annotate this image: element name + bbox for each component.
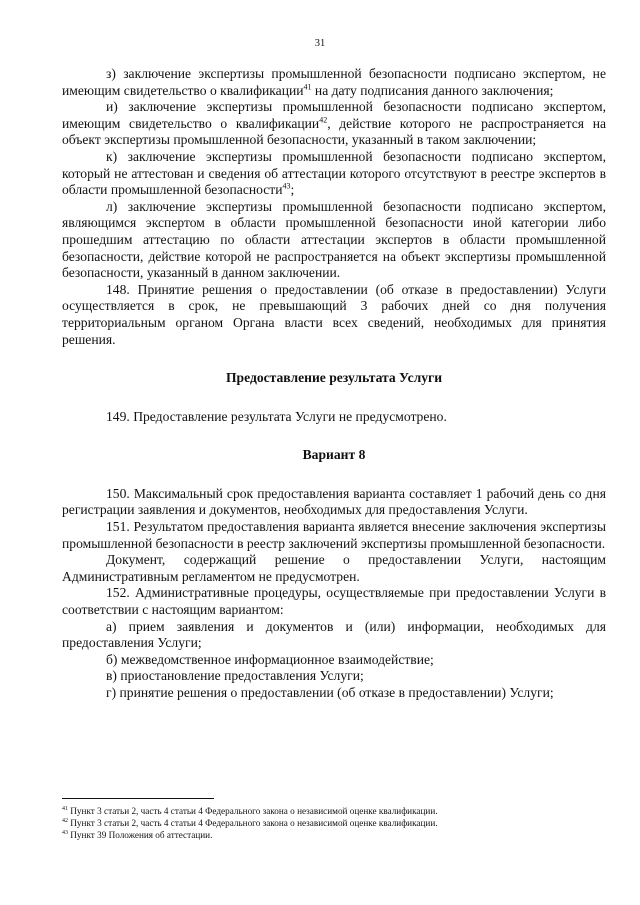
procedure-b: б) межведомственное информационное взаимодействие; [106,651,434,667]
paragraph-151: 151. Результатом предоставления варианта является внесение заключения экспертизы промышленной безопасности в реестр заключений экспертизы промышленной безопасности. [62,519,606,551]
footnotes [62,805,606,842]
footnote-42: $^{42}$ Пункт 3 статьи 2, часть 4 статьи 4 Федерального закона о независимой оценке квалификации. [62,818,438,829]
footnote-ref-41: 41 [303,82,312,92]
paragraph-152: 152. Административные процедуры, осуществляемые при предоставлении Услуги в соответствии с настоящим вариантом: [62,585,606,618]
footnote-ref-42: 42 [319,115,328,125]
procedure-g: г) принятие решения о предоставлении (об отказе в предоставлении) Услуги; [106,685,554,700]
heading-result: Предоставление результата Услуги [225,370,443,386]
item-z: з) заключение экспертизы промышленной безопасности подписано экспертом, не имеющим свидетельство о квалификации$^{41}$ на дату подписания данного заключения; [62,66,606,98]
page-number: 31 [314,38,326,49]
footnote-43: $^{43}$ Пункт 39 Положения об аттестации. [62,830,213,841]
document-body [62,66,606,702]
paragraph-148: 148. Принятие решения о предоставлении (об отказе в предоставлении) Услуги осуществляется в срок, не превышающий 3 рабочих дней со дня получения территориальным органом Органа власти всех сведений, необходимых для принятия решения. [62,281,606,347]
procedure-a: а) прием заявления и документов и (или) информации, необходимых для предоставления Услуги; [62,618,606,651]
footnote-41: $^{41}$ Пункт 3 статьи 2, часть 4 статьи 4 Федерального закона о независимой оценке квалификации. [62,805,438,816]
item-k: к) заключение экспертизы промышленной безопасности подписано экспертом, который не аттестован и сведения об аттестации которого отсутствуют в реестре экспертов в области промышленной безопасности$^{43}$; [62,148,606,198]
paragraph-151-document: Документ, содержащий решение о предоставлении Услуги, настоящим Административным регламентом не предусмотрен. [62,552,606,584]
item-l: л) заключение экспертизы промышленной безопасности подписано экспертом, являющимся экспертом в области промышленной безопасности иной категории либо прошедшим аттестацию по области аттестации экспертов в области промышленной безопасности, действие которой не распространяется на объект экспертизы промышленной безопасности, указанный в данном заключении. [62,198,606,281]
item-i: и) заключение экспертизы промышленной безопасности подписано экспертом, имеющим свидетельство о квалификации$^{42}$, действие которого не распространяется на объект экспертизы промышленной безопасности, указанный в таком заключении; [62,99,606,148]
heading-variant-8: Вариант 8 [302,447,366,463]
footnote-ref-43: 43 [282,181,291,191]
paragraph-150: 150. Максимальный срок предоставления варианта составляет 1 рабочий день со дня регистрации заявления и документов, необходимых для предоставления Услуги. [62,485,606,518]
paragraph-149: 149. Предоставление результата Услуги не предусмотрено. [106,408,447,424]
footnote-separator [62,798,214,799]
procedure-v: в) приостановление предоставления Услуги; [106,668,364,684]
